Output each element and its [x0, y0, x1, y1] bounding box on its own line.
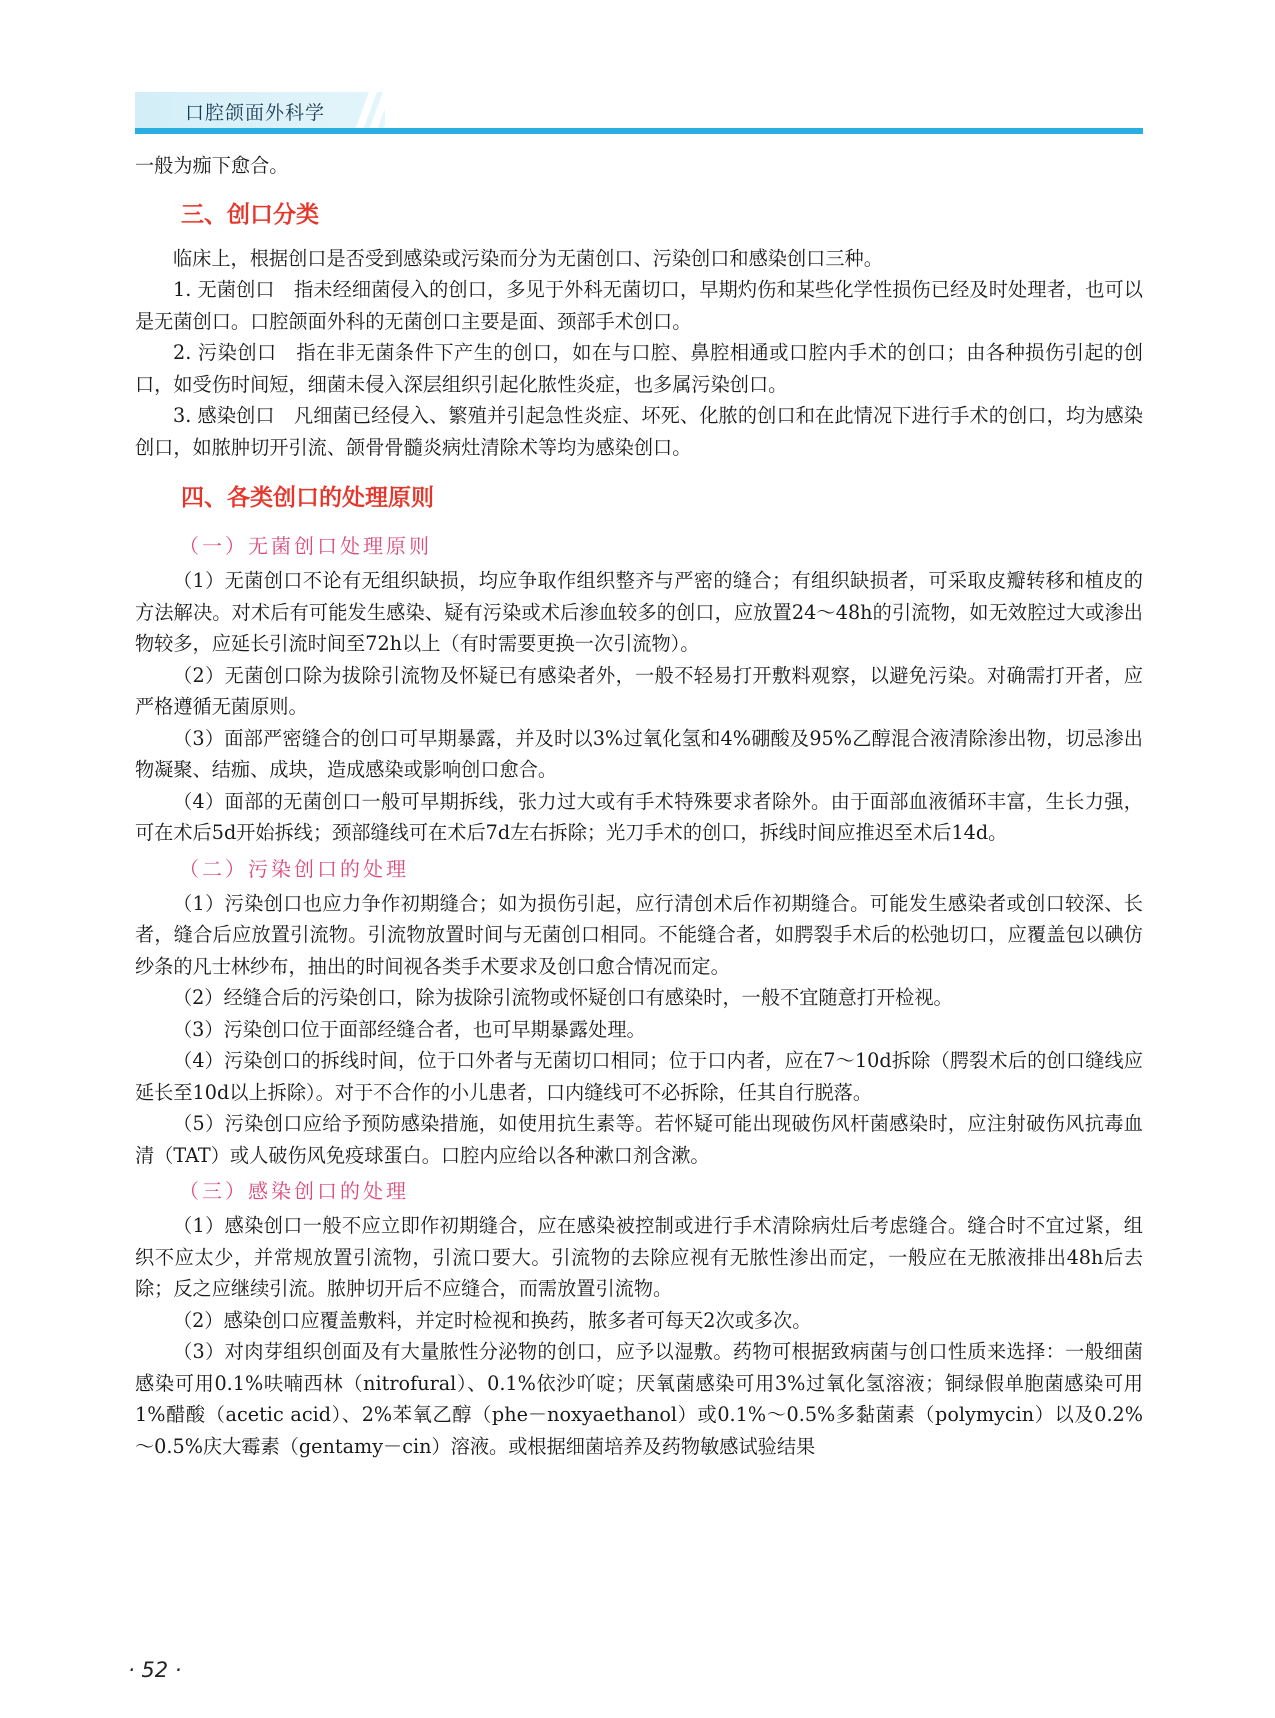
paragraph: 2. 污染创口 指在非无菌条件下产生的创口，如在与口腔、鼻腔相通或口腔内手术的创口；由各种损伤引起的创口，如受伤时间短，细菌未侵入深层组织引起化脓性炎症，也多属污染创口。 — [135, 341, 1143, 396]
paragraph: 临床上，根据创口是否受到感染或污染而分为无菌创口、污染创口和感染创口三种。 — [173, 246, 883, 270]
paragraph: （3）污染创口位于面部经缝合者，也可早期暴露处理。 — [173, 1017, 646, 1041]
subsection-title: （二）污染创口的处理 — [179, 856, 409, 881]
continuation-text: 一般为痂下愈合。 — [135, 154, 289, 177]
subsection-title: （三）感染创口的处理 — [179, 1179, 409, 1203]
paragraph: （1）无菌创口不论有无组织缺损，均应争取作组织整齐与严密的缝合；有组织缺损者，可采取皮瓣转移和植皮的方法解决。对术后有可能发生感染、疑有污染或术后渗血较多的创口，应放置24～48h的引流物，如无效腔过大或渗出物较多，应延长引流时间至72h以上（有时需要更换一次引流物）。 — [135, 569, 1143, 655]
section-title: 四、各类创口的处理原则 — [181, 485, 434, 511]
running-header-title: 口腔颌面外科学 — [185, 102, 326, 124]
paragraph: （5）污染创口应给予预防感染措施，如使用抗生素等。若怀疑可能出现破伤风杆菌感染时，应注射破伤风抗毒血清（TAT）或人破伤风免疫球蛋白。口腔内应给以各种漱口剂含漱。 — [135, 1112, 1143, 1167]
page-number: · 52 · — [128, 1658, 182, 1682]
paragraph: （3）面部严密缝合的创口可早期暴露，并及时以3%过氧化氢和4%硼酸及95%乙醇混合液清除渗出物，切忌渗出物凝聚、结痂、成块，造成感染或影响创口愈合。 — [135, 726, 1143, 781]
paragraph: （1）污染创口也应力争作初期缝合；如为损伤引起，应行清创术后作初期缝合。可能发生感染者或创口较深、长者，缝合后应放置引流物。引流物放置时间与无菌创口相同。不能缝合者，如腭裂手术后的松弛切口，应覆盖包以碘仿纱条的凡士林纱布，抽出的时间视各类手术要求及创口愈合情况而定。 — [135, 891, 1143, 978]
paragraph: （2）无菌创口除为拔除引流物及怀疑已有感染者外，一般不轻易打开敷料观察，以避免污染。对确需打开者，应严格遵循无菌原则。 — [135, 663, 1143, 718]
paragraph: 1. 无菌创口 指未经细菌侵入的创口，多见于外科无菌切口，早期灼伤和某些化学性损伤已经及时处理者，也可以是无菌创口。口腔颌面外科的无菌创口主要是面、颈部手术创口。 — [135, 278, 1143, 333]
paragraph: （3）对肉芽组织创面及有大量脓性分泌物的创口，应予以湿敷。药物可根据致病菌与创口性质来选择：一般细菌感染可用0.1%呋喃西林（nitrofural）、0.1%依沙吖啶；厌氧菌感染可用3%过氧化氢溶液；铜绿假单胞菌感染可用1%醋酸（acetic acid）、2%苯氧乙醇（phe－noxyaethanol）或0.1%～0.5%多黏菌素（polymycin）以及0.2%～0.5%庆大霉素（gentamy－cin）溶液。或根据细菌培养及药物敏感试验结果 — [135, 1340, 1143, 1458]
paragraph: 3. 感染创口 凡细菌已经侵入、繁殖并引起急性炎症、坏死、化脓的创口和在此情况下进行手术的创口，均为感染创口，如脓肿切开引流、颌骨骨髓炎病灶清除术等均为感染创口。 — [135, 404, 1143, 459]
paragraph: （2）感染创口应覆盖敷料，并定时检视和换药，脓多者可每天2次或多次。 — [173, 1308, 812, 1332]
paragraph: （2）经缝合后的污染创口，除为拔除引流物或怀疑创口有感染时，一般不宜随意打开检视。 — [173, 986, 953, 1009]
subsection-title: （一）无菌创口处理原则 — [179, 534, 432, 558]
header-stripes-decoration — [355, 92, 415, 130]
section-title: 三、创口分类 — [181, 201, 319, 228]
paragraph: （1）感染创口一般不应立即作初期缝合，应在感染被控制或进行手术清除病灶后考虑缝合。缝合时不宜过紧，组织不应太少，并常规放置引流物，引流口要大。引流物的去除应视有无脓性渗出而定，一般应在无脓液排出48h后去除；反之应继续引流。脓肿切开后不应缝合，而需放置引流物。 — [135, 1214, 1143, 1300]
header-rule — [135, 128, 1143, 134]
paragraph: （4）面部的无菌创口一般可早期拆线，张力过大或有手术特殊要求者除外。由于面部血液循环丰富，生长力强，可在术后5d开始拆线；颈部缝线可在术后7d左右拆除；光刀手术的创口，拆线时间应推迟至术后14d。 — [135, 789, 1143, 844]
paragraph: （4）污染创口的拆线时间，位于口外者与无菌切口相同；位于口内者，应在7～10d拆除（腭裂术后的创口缝线应延长至10d以上拆除）。对于不合作的小儿患者，口内缝线可不必拆除，任其自行脱落。 — [135, 1049, 1143, 1104]
page-body — [135, 150, 1143, 1462]
